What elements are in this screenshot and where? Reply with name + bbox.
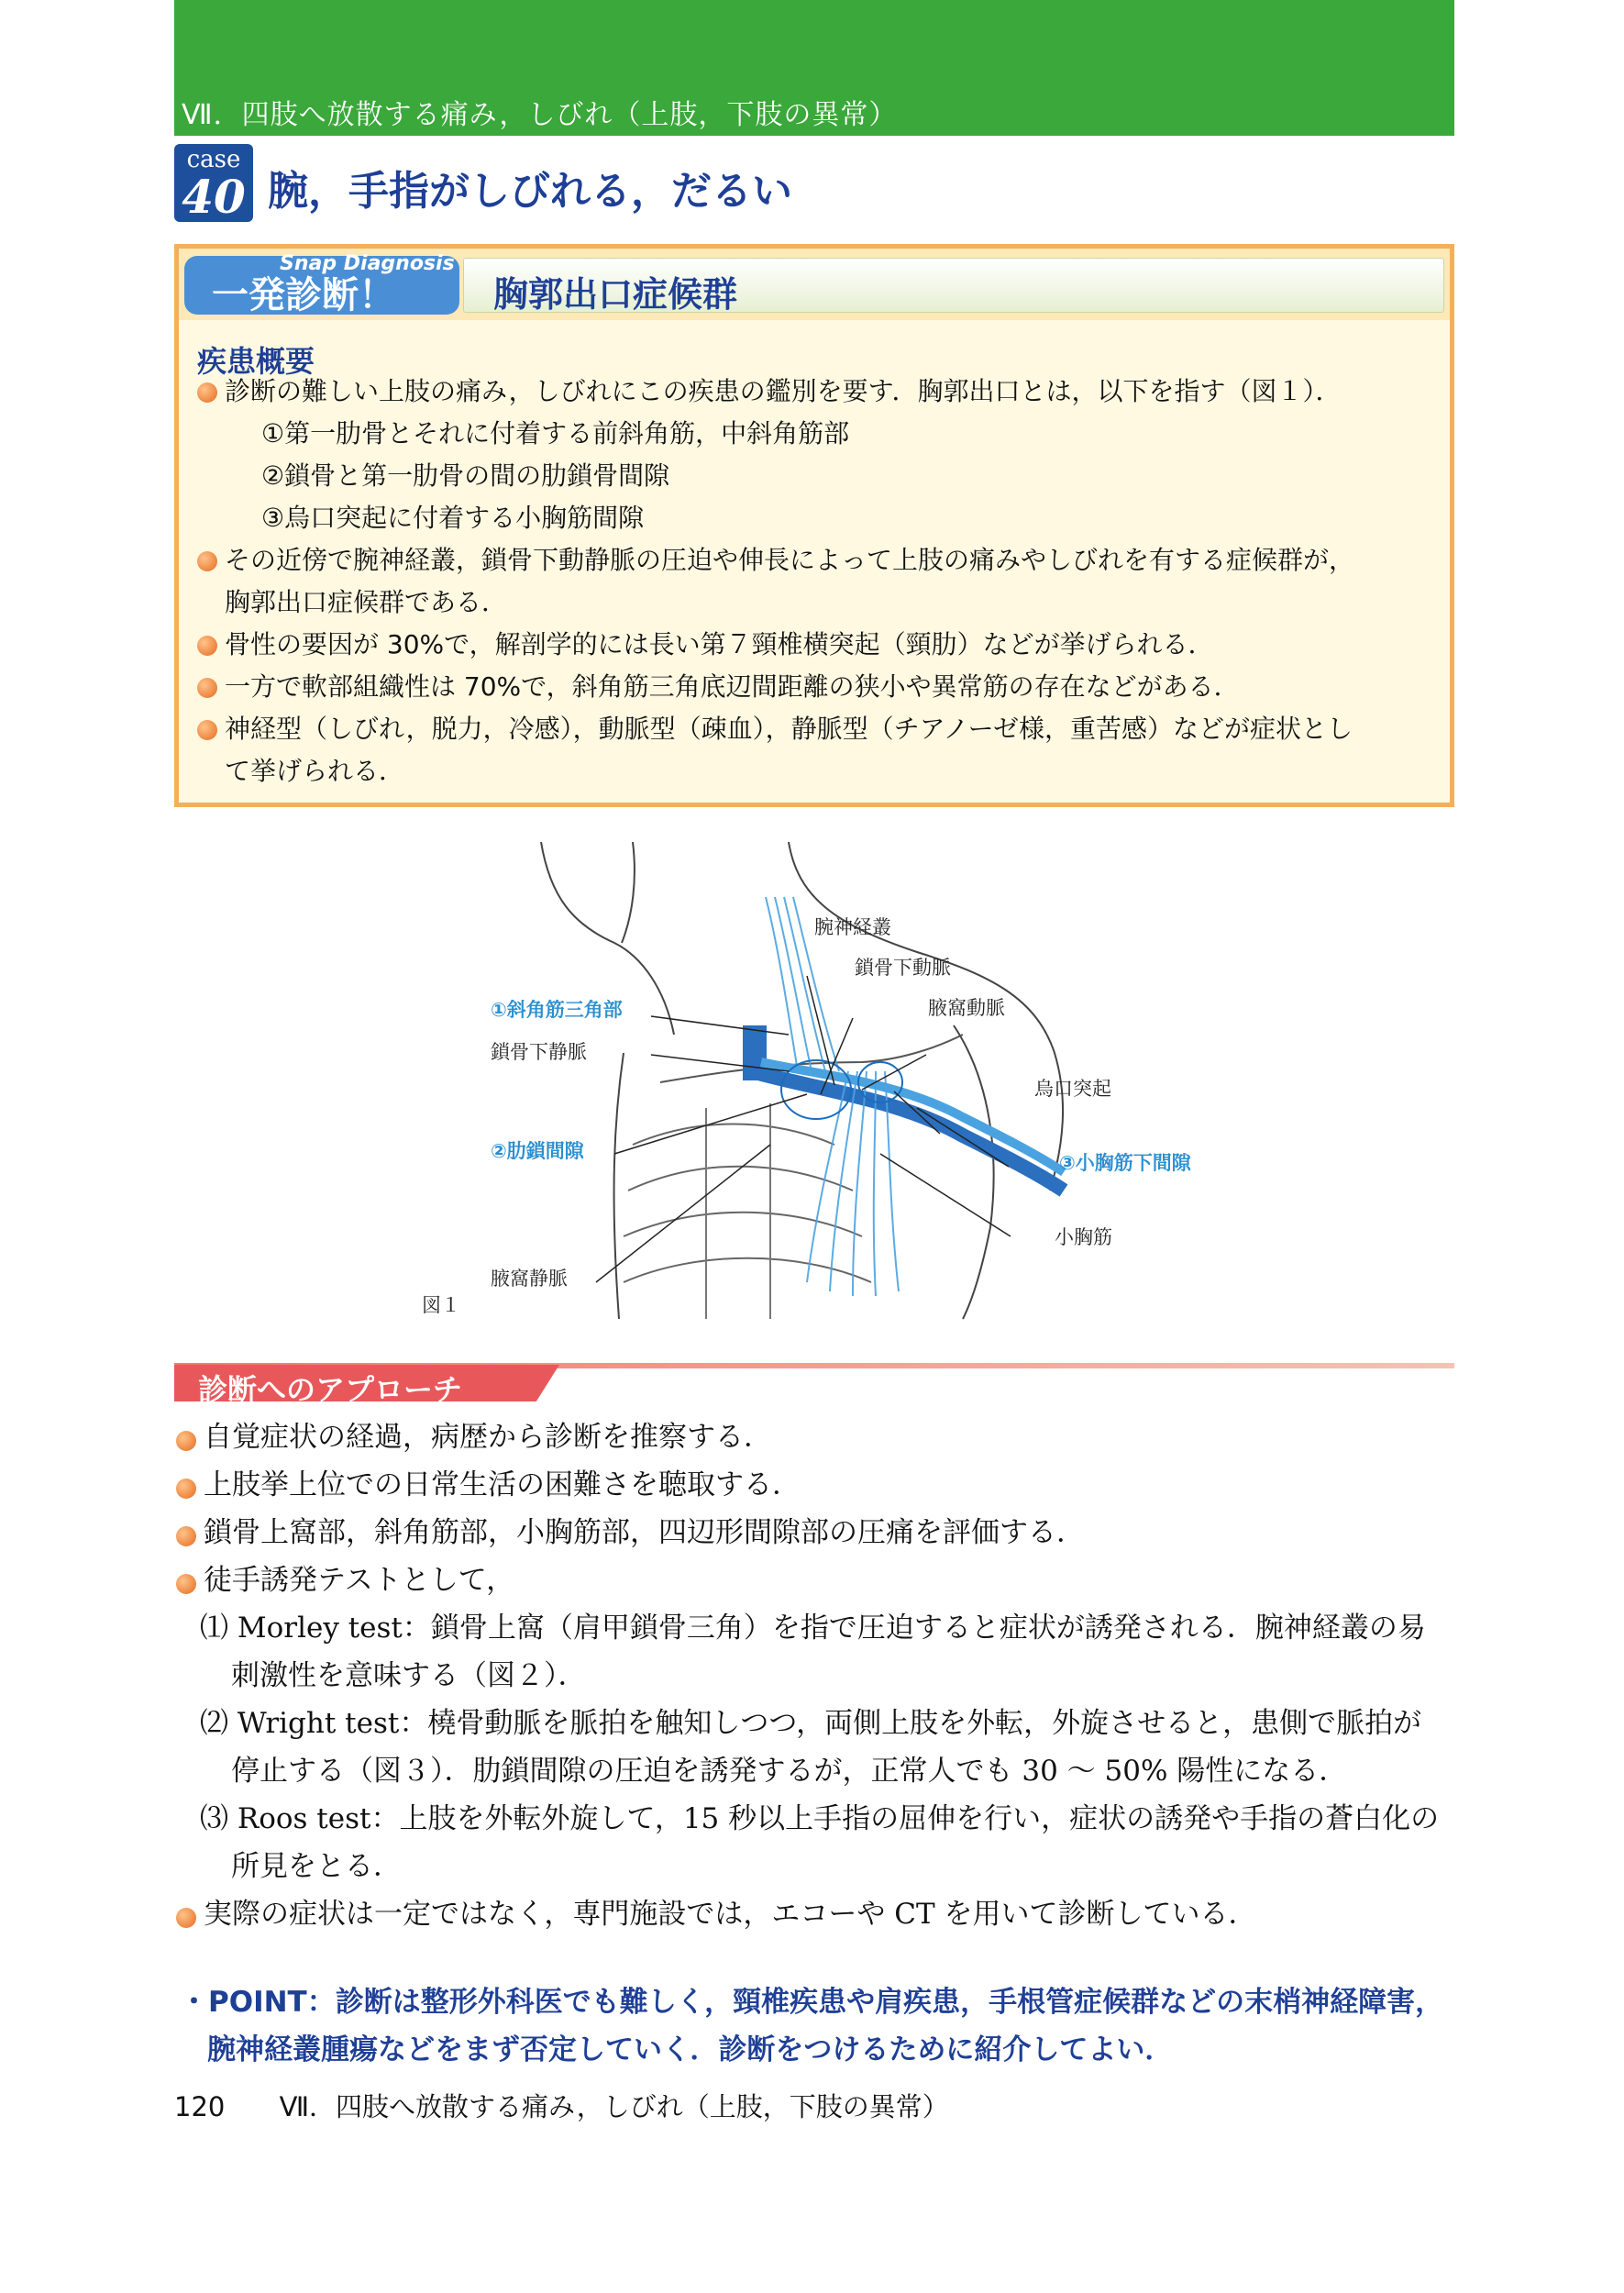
overview-item-2: その近傍で腕神経叢，鎖骨下動静脈の圧迫や伸長によって上肢の痛みやしびれを有する症候群が， [225,545,1355,575]
bullet-icon [197,551,217,571]
point-line-2: 腕神経叢腫瘍などをまず否定していく．診断をつけるために紹介してよい． [207,2033,1174,2066]
bullet-icon [176,1908,196,1928]
vessels [743,1025,1064,1191]
morley-test-cont: 刺激性を意味する（図２）． [231,1659,587,1692]
approach-title: 診断へのアプローチ [198,1372,463,1407]
bullet-icon [176,1574,196,1594]
snap-diagnosis-box [174,244,1454,807]
label-scalene-triangle: ①斜角筋三角部 [491,999,623,1021]
label-axillary-vein: 腋窩静脈 [491,1268,568,1290]
figure-caption: 図１ [422,1294,460,1316]
anatomy-illustration [403,842,1229,1328]
overview-item-3: 骨性の要因が 30%で，解剖学的には長い第７頸椎横突起（頸肋）などが挙げられる． [225,629,1214,659]
figure-1 [403,842,1229,1328]
overview-item-2-cont: 胸郭出口症候群である． [225,587,508,617]
approach-line-4: 徒手誘発テストとして， [204,1564,515,1597]
label-subclavian-artery: 鎖骨下動脈 [855,957,951,979]
overview-item-1: 診断の難しい上肢の痛み，しびれにこの疾患の鑑別を要す．胸郭出口とは，以下を指す（図１）． [225,376,1342,406]
snap-sub-label: Snap Diagnosis [280,252,455,275]
approach-line-final: 実際の症状は一定ではなく，専門施設では，エコーや CT を用いて診断している． [204,1898,1257,1931]
bullet-icon [176,1479,196,1499]
label-pectoralis-minor-space: ③小胸筋下間隙 [1059,1152,1191,1174]
bullet-icon [197,720,217,740]
page-number: 120 [174,2091,226,2122]
footer [174,2087,949,2124]
label-axillary-artery: 腋窩動脈 [928,997,1005,1019]
overview-item-5-cont: て挙げられる． [225,756,405,786]
overview-item-5: 神経型（しびれ，脱力，冷感），動脈型（疎血），静脈型（チアノーゼ様，重苦感）などが症状とし [225,714,1353,744]
diagnosis-banner [463,258,1444,313]
approach-line-2: 上肢挙上位での日常生活の困難さを聴取する． [204,1468,801,1501]
roos-test-cont: 所見をとる． [231,1850,402,1883]
approach-line-1: 自覚症状の経過，病歴から診断を推察する． [204,1421,772,1454]
point-line-1: ・POINT：診断は整形外科医でも難しく，頸椎疾患や肩疾患，手根管症候群などの末梢神経障害， [180,1986,1444,2019]
label-costoclavicular: ②肋鎖間隙 [491,1140,584,1162]
footer-chapter: Ⅶ．四肢へ放散する痛み，しびれ（上肢，下肢の異常） [279,2091,949,2122]
case-title: 腕，手指がしびれる，だるい [268,168,792,215]
bullet-icon [197,382,217,403]
section-title-overview: 疾患概要 [197,344,315,379]
diagnosis-name: 胸郭出口症候群 [493,274,738,315]
overview-sub-3: ③烏口突起に付着する小胸筋間隙 [261,503,645,533]
case-badge [174,144,253,222]
label-pectoralis-minor: 小胸筋 [1055,1226,1112,1248]
approach-line-3: 鎖骨上窩部，斜角筋部，小胸筋部，四辺形間隙部の圧痛を評価する． [204,1516,1085,1549]
approach-header [174,1357,1454,1407]
overview-sub-1: ①第一肋骨とそれに付着する前斜角筋，中斜角筋部 [261,418,850,449]
roos-test: ⑶ Roos test：上肢を外転外旋して，15 秒以上手指の屈伸を行い，症状の誘発や手指の蒼白化の [200,1802,1440,1835]
label-subclavian-vein: 鎖骨下静脈 [491,1041,587,1063]
overview-sub-2: ②鎖骨と第一肋骨の間の肋鎖骨間隙 [261,460,670,491]
wright-test: ⑵ Wright test：橈骨動脈を脈拍を触知しつつ，両側上肢を外転，外旋させると，患側で脈拍が [200,1707,1422,1740]
label-coracoid: 烏口突起 [1034,1078,1111,1100]
chapter-header-title: Ⅶ．四肢へ放散する痛み，しびれ（上肢，下肢の異常） [182,99,898,131]
bullet-icon [197,678,217,698]
morley-test: ⑴ Morley test：鎖骨上窩（肩甲鎖骨三角）を指で圧迫すると症状が誘発される．腕神経叢の易 [200,1612,1426,1645]
overview-item-4: 一方で軟部組織性は 70%で，斜角筋三角底辺間距離の狭小や異常筋の存在などがある． [225,671,1240,702]
bullet-icon [197,636,217,656]
case-label: case [186,146,241,173]
bullet-icon [176,1431,196,1451]
bullet-icon [176,1526,196,1546]
case-number: 40 [182,170,246,224]
label-brachial-plexus: 腕神経叢 [814,916,891,938]
snap-logo-text: 一発診断！ [212,274,395,316]
wright-test-cont: 停止する（図３）．肋鎖間隙の圧迫を誘発するが，正常人でも 30 ～ 50% 陽性になる． [231,1755,1348,1788]
